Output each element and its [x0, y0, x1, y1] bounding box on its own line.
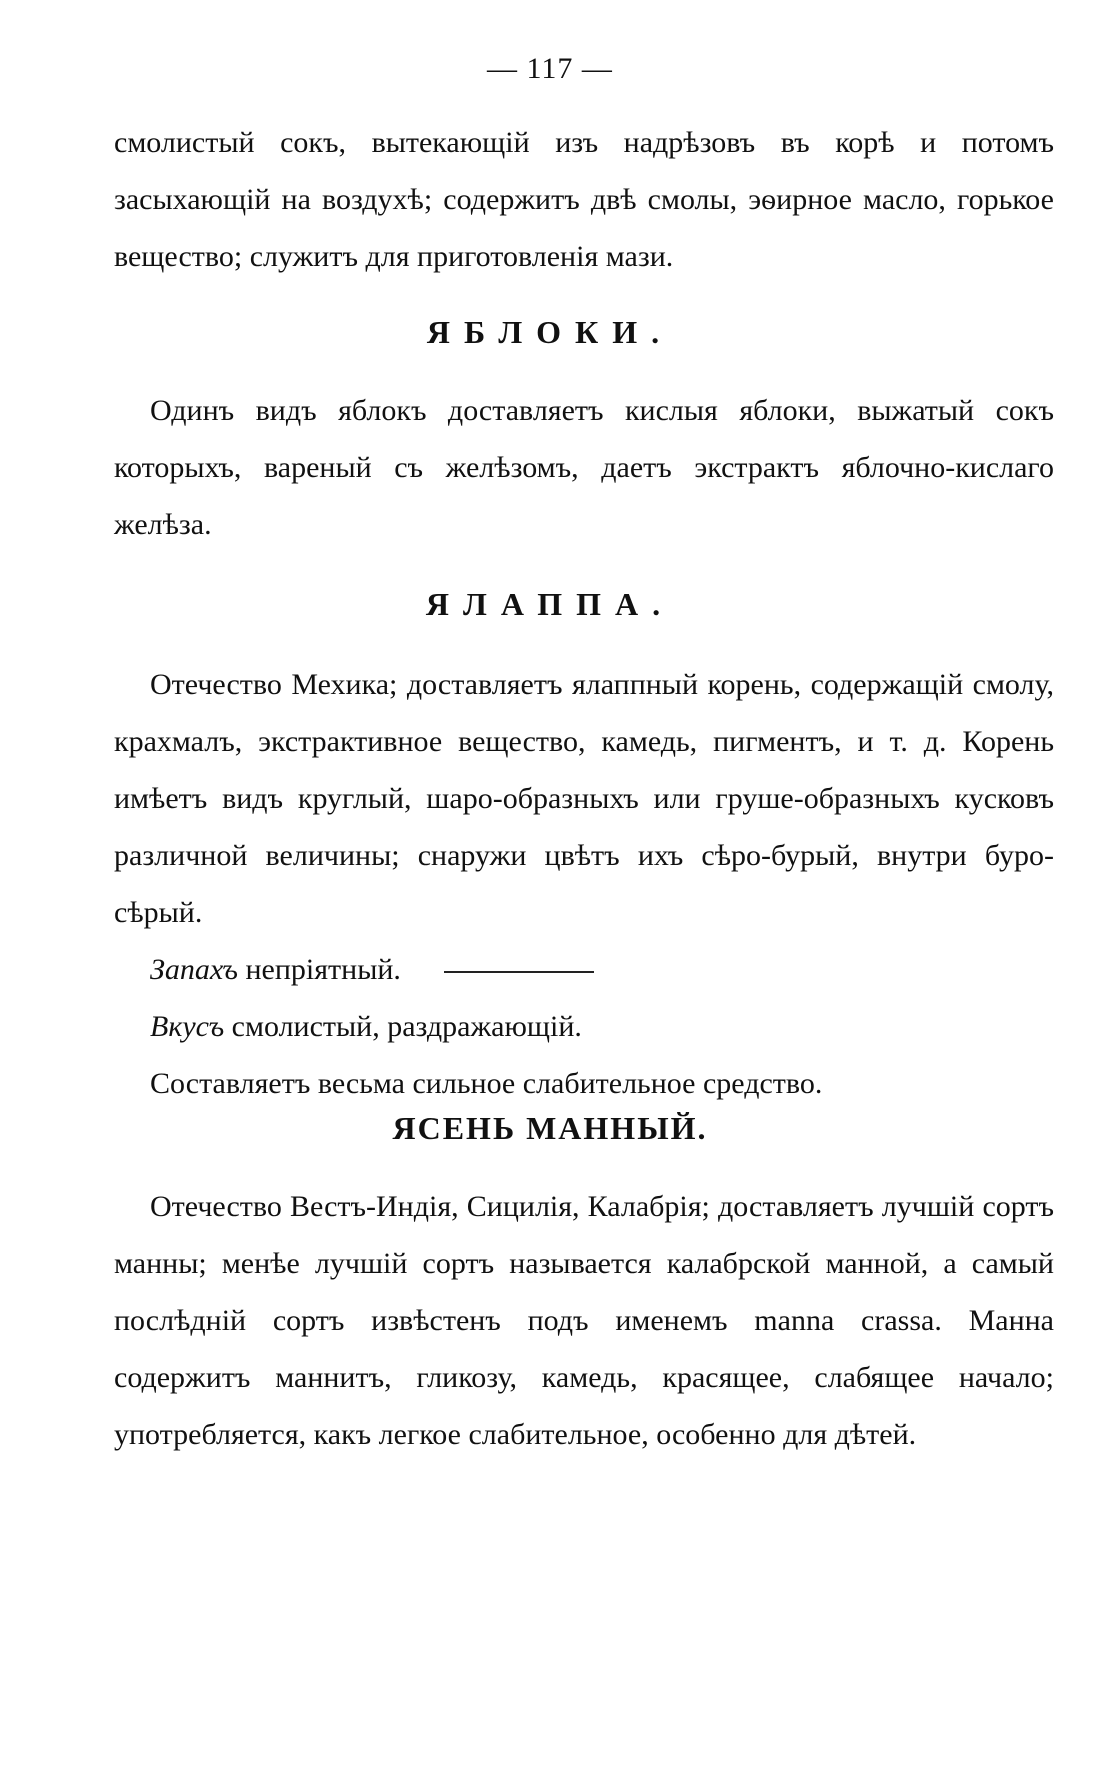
taste-value: смолистый, раздражающій. [231, 1010, 582, 1043]
section-body-jalap [114, 656, 1054, 1112]
divider-rule [444, 971, 594, 973]
smell-label: Запахъ [150, 953, 238, 986]
paragraph: Отечество Мехика; доставляетъ ялаппный корень, содержащій смолу, крахмалъ, экстрактивное вещество, камедь, пигментъ, и т. д. Корень имѣетъ видъ круглый, шаро-образныхъ или груше-образныхъ кусковъ различной величины; снаружи цвѣтъ ихъ сѣро-бурый, внутри буро-сѣрый. [114, 668, 1054, 929]
taste-label: Вкусъ [150, 1010, 225, 1043]
smell-line [114, 941, 1054, 998]
section-body-manna-ash [114, 1178, 1054, 1463]
paragraph: Одинъ видъ яблокъ доставляетъ кислыя яблоки, выжатый сокъ которыхъ, вареный съ желѣзомъ, даетъ экстрактъ яблочно-кислаго желѣза. [114, 394, 1054, 541]
page-number: — 117 — [487, 52, 613, 85]
note-line: Составляетъ весьма сильное слабительное средство. [150, 1067, 823, 1100]
taste-line [114, 998, 1054, 1055]
section-body-apples [114, 382, 1054, 553]
section-heading-manna-ash: ЯСЕНЬ МАННЫЙ. [392, 1110, 708, 1146]
continuation-paragraph: смолистый сокъ, вытекающій изъ надрѣзовъ въ корѣ и потомъ засыхающій на воздухѣ; содержитъ двѣ смолы, эѳирное масло, горькое вещество; служитъ для приготовленія мази. [114, 126, 1054, 273]
section-heading-apples: ЯБЛОКИ. [426, 314, 674, 350]
paragraph: Отечество Вестъ-Индія, Сицилія, Калабрія; доставляетъ лучшій сортъ манны; менѣе лучшій сортъ называется калабрской манной, а самый послѣдній сортъ извѣстенъ подъ именемъ manna crassa. Манна содержитъ маннитъ, гликозу, камедь, красящее, слабящее начало; употребляется, какъ легкое слабительное, особенно для дѣтей. [114, 1190, 1054, 1451]
continuation-paragraph-block [114, 114, 1054, 285]
section-heading-jalap: ЯЛАППА. [425, 586, 675, 622]
smell-value: непріятный. [245, 953, 401, 986]
